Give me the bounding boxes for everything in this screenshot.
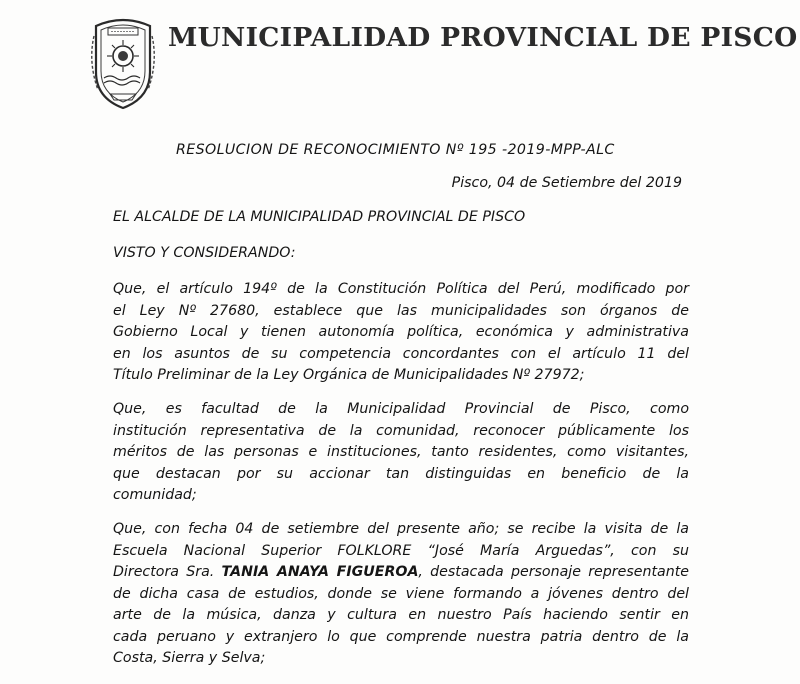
paragraph-line: institución representativa de la comunidad, reconocer públicamente los (113, 422, 689, 439)
paragraph-line: Que, es facultad de la Municipalidad Provincial de Pisco, como (113, 401, 689, 417)
paragraph-line: Escuela Nacional Superior FOLKLORE “José María Arguedas”, con su (113, 542, 689, 559)
paragraph-line: en los asuntos de su competencia concordantes con el artículo 11 del (113, 345, 689, 362)
paragraph-line: comunidad; (113, 487, 197, 503)
paragraph-line: Que, con fecha 04 de setiembre del presente año; se recibe la visita de la (113, 521, 689, 537)
paragraph-faculty (113, 399, 689, 507)
paragraph-line: que destacan por su accionar tan distinguidas en beneficio de la (113, 465, 689, 482)
paragraph-line (113, 562, 689, 584)
paragraph-line: Título Preliminar de la Ley Orgánica de Municipalidades Nº 27972; (113, 367, 585, 383)
director-name: TANIA ANAYA FIGUEROA (221, 564, 419, 580)
paragraph-line: méritos de las personas e instituciones, tanto residentes, como visitantes, (113, 444, 689, 460)
paragraph-line: arte de la música, danza y cultura en nuestro País haciendo sentir en (113, 607, 689, 623)
paragraph-visit (113, 519, 689, 670)
paragraph-line: el Ley Nº 27680, establece que las municipalidades son órganos de (113, 302, 689, 319)
section-heading: VISTO Y CONSIDERANDO: (113, 245, 296, 261)
paragraph-line: Que, el artículo 194º de la Constitución Política del Perú, modificado por (113, 281, 689, 297)
municipality-name: MUNICIPALIDAD PROVINCIAL DE PISCO (168, 22, 798, 53)
resolution-date: Pisco, 04 de Setiembre del 2019 (451, 175, 682, 191)
resolution-title: RESOLUCION DE RECONOCIMIENTO Nº 195 -2019-MPP-ALC (176, 142, 615, 158)
paragraph-line: Gobierno Local y tienen autonomía política, económica y administrativa (113, 324, 689, 340)
paragraph-constitution (113, 279, 689, 387)
paragraph-line: Costa, Sierra y Selva; (113, 650, 266, 666)
cut-off-text-line (200, 676, 630, 684)
authority-line: EL ALCALDE DE LA MUNICIPALIDAD PROVINCIAL DE PISCO (113, 209, 526, 225)
municipal-coat-of-arms-icon (88, 12, 158, 112)
paragraph-line: cada peruano y extranjero lo que comprende nuestra patria dentro de la (113, 628, 689, 645)
director-prefix: Directora Sra. (113, 564, 222, 580)
director-suffix: , destacada personaje representante (418, 564, 689, 580)
paragraph-line: de dicha casa de estudios, donde se viene formando a jóvenes dentro del (113, 585, 689, 602)
